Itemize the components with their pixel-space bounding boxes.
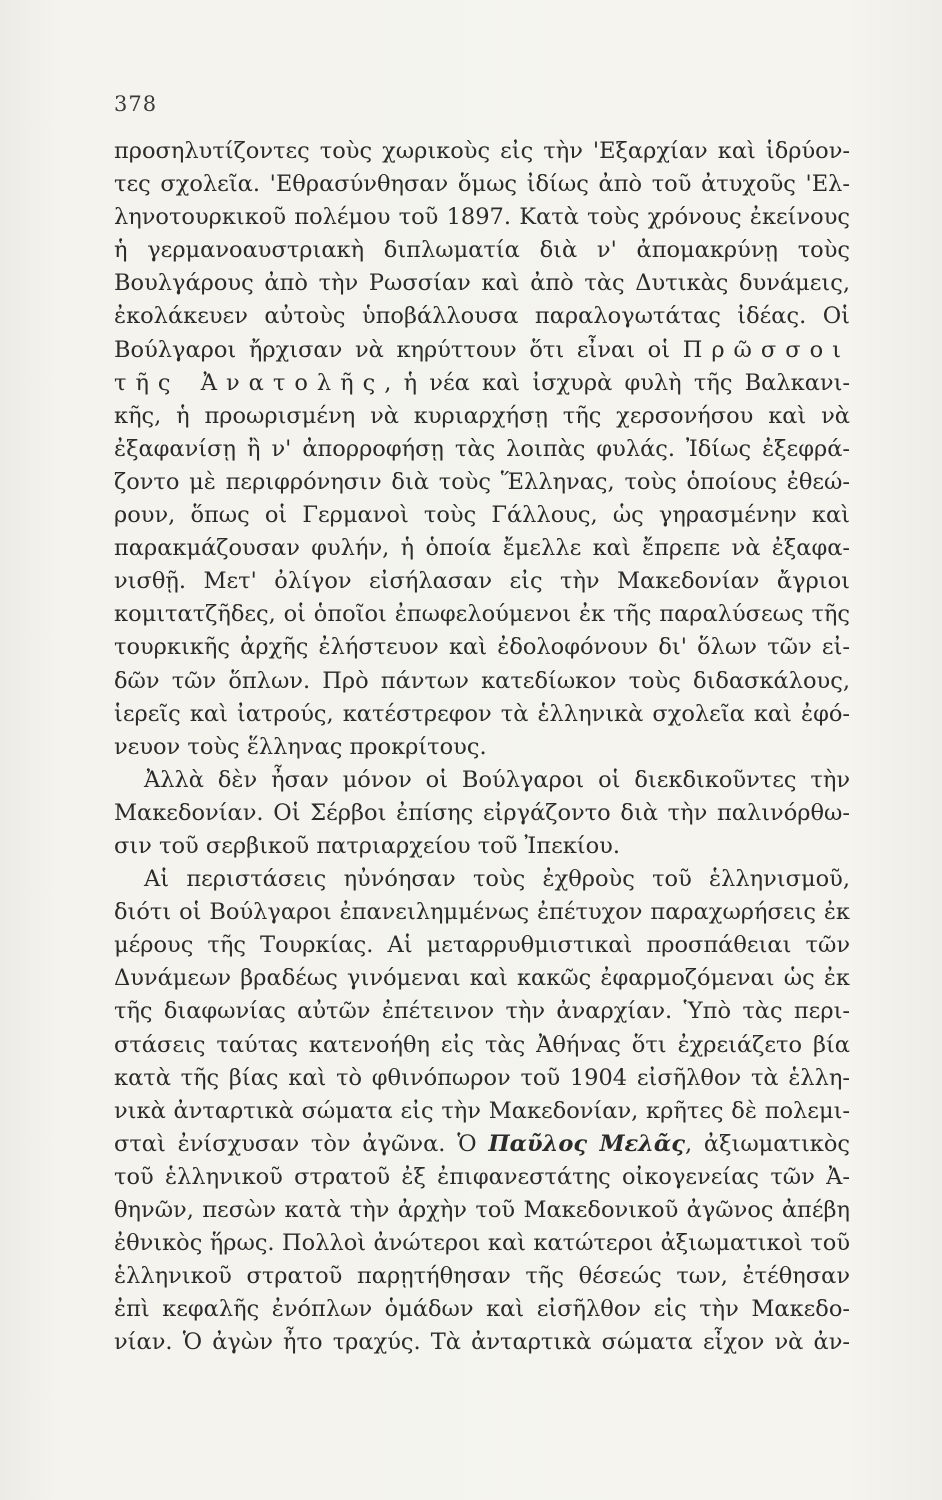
text-segment: , ἀξιωματικὸς: [684, 1130, 850, 1157]
text-line: [114, 1128, 850, 1161]
text-line: τουρκικῆς ἀρχῆς ἐλήστευον καὶ ἐδολοφόνουν δι' ὅλων τῶν εἰ-: [114, 634, 850, 661]
text-line: Μακεδονίαν. Οἱ Σέρβοι ἐπίσης εἰργάζοντο διὰ τὴν παλινόρθω-: [114, 799, 850, 826]
text-segment: , ἡ νέα καὶ ἰσχυρὰ φυλὴ τῆς Βαλκανι-: [384, 369, 850, 396]
body-text: [114, 135, 850, 1359]
text-line: μέρους τῆς Τουρκίας. Αἱ μεταρρυθμιστικαὶ προσπάθειαι τῶν: [114, 932, 850, 959]
text-line: Αἱ περιστάσεις ηὐνόησαν τοὺς ἐχθροὺς τοῦ ἑλληνισμοῦ,: [144, 866, 850, 893]
text-line: δῶν τῶν ὅπλων. Πρὸ πάντων κατεδίωκον τοὺς διδασκάλους,: [114, 667, 850, 694]
page-number: 378: [114, 92, 158, 116]
text-line: θηνῶν, πεσὼν κατὰ τὴν ἀρχὴν τοῦ Μακεδονικοῦ ἀγῶνος ἀπέβη: [114, 1197, 850, 1223]
text-line: [114, 334, 850, 367]
text-line: ἐθνικὸς ἥρως. Πολλοὶ ἀνώτεροι καὶ κατώτεροι ἀξιωματικοὶ τοῦ: [114, 1230, 850, 1257]
spaced-emphasis: τῆς Ἀνατολῆς: [114, 369, 385, 396]
text-line: παρακμάζουσαν φυλήν, ἡ ὁποία ἔμελλε καὶ ἔπρεπε νὰ ἐξαφα-: [114, 535, 850, 562]
text-line: σιν τοῦ σερβικοῦ πατριαρχείου τοῦ Ἰπεκίου.: [114, 832, 620, 859]
text-line: κομιτατζῆδες, οἱ ὁποῖοι ἐπωφελούμενοι ἐκ τῆς παραλύσεως τῆς: [114, 601, 850, 628]
text-line: στάσεις ταύτας κατενοήθη εἰς τὰς Ἀθήνας ὅτι ἐχρειάζετο βία: [114, 1031, 850, 1058]
text-line: ρουν, ὅπως οἱ Γερμανοὶ τοὺς Γάλλους, ὡς γηρασμένην καὶ: [114, 502, 850, 529]
spaced-emphasis: Πρῶσσοι: [682, 336, 850, 363]
text-line: νικὰ ἀνταρτικὰ σώματα εἰς τὴν Μακεδονίαν, κρῆτες δὲ πολεμι-: [114, 1097, 850, 1124]
text-line: ληνοτουρκικοῦ πολέμου τοῦ 1897. Κατὰ τοὺς χρόνους ἐκείνους: [114, 204, 850, 231]
text-line: νισθῇ. Μετ' ὀλίγον εἰσήλασαν εἰς τὴν Μακεδονίαν ἄγριοι: [114, 568, 850, 595]
text-segment: σταὶ ἐνίσχυσαν τὸν ἀγῶνα. Ὁ: [114, 1130, 489, 1157]
text-line: τῆς διαφωνίας αὐτῶν ἐπέτεινον τὴν ἀναρχίαν. Ὑπὸ τὰς περι-: [114, 998, 850, 1025]
text-line: [114, 367, 850, 400]
text-line: διότι οἱ Βούλγαροι ἐπανειλημμένως ἐπέτυχον παραχωρήσεις ἐκ: [114, 899, 850, 926]
bold-italic-name: Παῦλος Μελᾶς: [488, 1130, 685, 1157]
text-line: Δυνάμεων βραδέως γινόμεναι καὶ κακῶς ἐφαρμοζόμεναι ὡς ἐκ: [114, 965, 850, 992]
text-line: ζοντο μὲ περιφρόνησιν διὰ τοὺς Ἕλληνας, τοὺς ὁποίους ἐθεώ-: [114, 468, 850, 495]
text-line: ἑλληνικοῦ στρατοῦ παρῃτήθησαν τῆς θέσεώς των, ἐτέθησαν: [114, 1263, 850, 1290]
text-line: Ἀλλὰ δὲν ἦσαν μόνον οἱ Βούλγαροι οἱ διεκδικοῦντες τὴν: [144, 766, 850, 793]
text-line: κατὰ τῆς βίας καὶ τὸ φθινόπωρον τοῦ 1904 εἰσῆλθον τὰ ἑλλη-: [114, 1064, 850, 1091]
text-line: κῆς, ἡ προωρισμένη νὰ κυριαρχήσῃ τῆς χερσονήσου καὶ νὰ: [114, 402, 850, 429]
text-line: νευον τοὺς ἕλληνας προκρίτους.: [114, 733, 487, 760]
text-line: ἐπὶ κεφαλῆς ἐνόπλων ὁμάδων καὶ εἰσῆλθον εἰς τὴν Μακεδο-: [114, 1296, 850, 1323]
text-line: τες σχολεῖα. 'Εθρασύνθησαν ὅμως ἰδίως ἀπὸ τοῦ ἀτυχοῦς 'Ελ-: [114, 171, 850, 198]
text-line: ἐκολάκευεν αὐτοὺς ὑποβάλλουσα παραλογωτάτας ἰδέας. Οἱ: [114, 303, 850, 330]
text-line: τοῦ ἑλληνικοῦ στρατοῦ ἐξ ἐπιφανεστάτης οἰκογενείας τῶν Ἀ-: [114, 1163, 850, 1190]
text-line: προσηλυτίζοντες τοὺς χωρικοὺς εἰς τὴν 'Εξαρχίαν καὶ ἱδρύον-: [114, 138, 850, 164]
text-line: νίαν. Ὁ ἀγὼν ἦτο τραχύς. Τὰ ἀνταρτικὰ σώματα εἶχον νὰ ἀν-: [114, 1329, 850, 1356]
text-line: ἐξαφανίσῃ ἢ ν' ἀπορροφήσῃ τὰς λοιπὰς φυλάς. Ἰδίως ἐξεφρά-: [114, 435, 850, 462]
text-line: ἱερεῖς καὶ ἰατρούς, κατέστρεφον τὰ ἑλληνικὰ σχολεῖα καὶ ἐφό-: [114, 700, 850, 727]
text-segment: Βούλγαροι ἤρχισαν νὰ κηρύττουν ὅτι εἶναι οἱ: [114, 336, 683, 363]
text-line: ἡ γερμανοαυστριακὴ διπλωματία διὰ ν' ἀπομακρύνῃ τοὺς: [114, 237, 850, 264]
text-line: Βουλγάρους ἀπὸ τὴν Ρωσσίαν καὶ ἀπὸ τὰς Δυτικὰς δυνάμεις,: [114, 270, 850, 297]
